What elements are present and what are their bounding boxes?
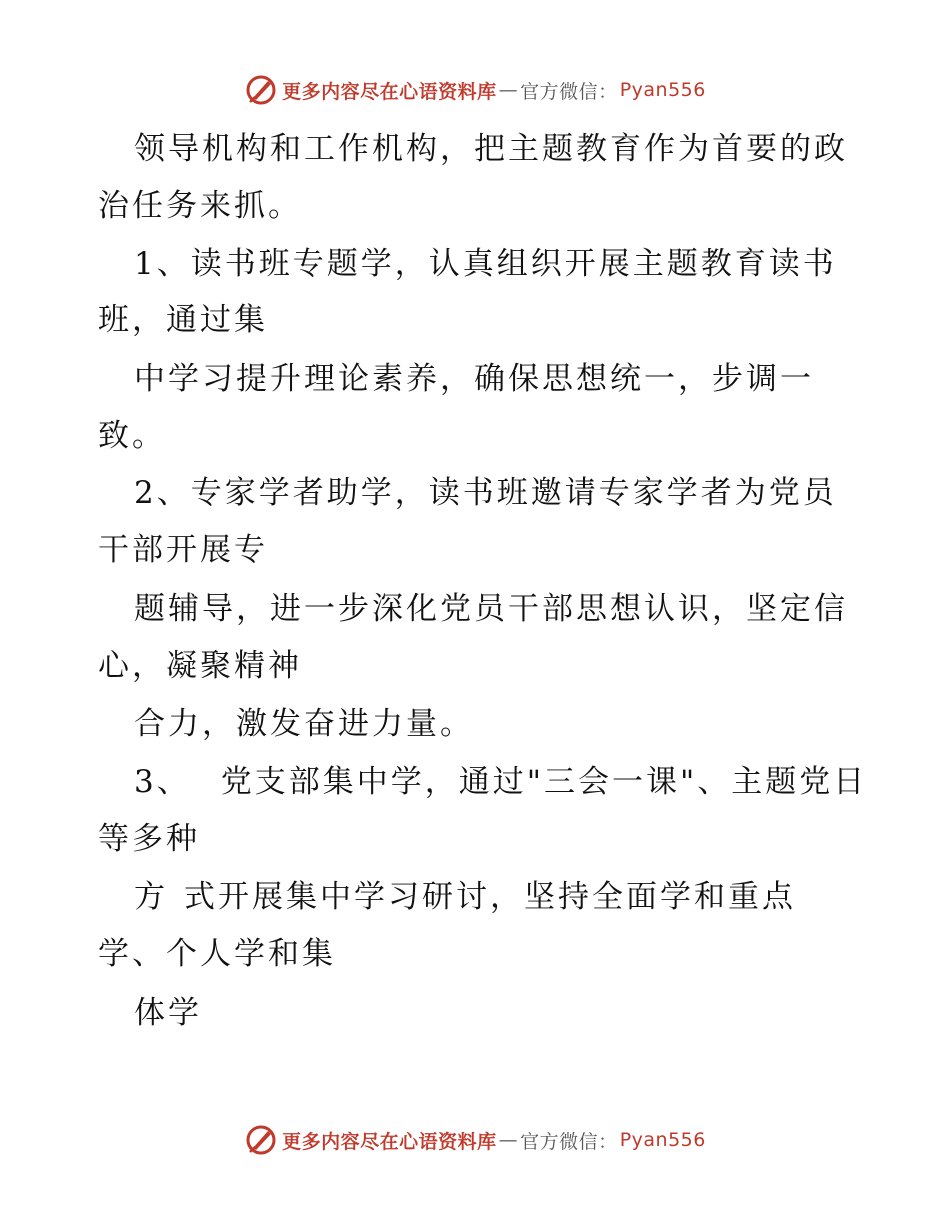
- watermark-contact-id: Pyan556: [619, 79, 706, 101]
- paragraph-line: 体学: [134, 995, 202, 1031]
- split-text: 式开展集中学习研讨，坚持全面学和重点: [184, 879, 796, 915]
- watermark-separator: —: [498, 1129, 519, 1151]
- paragraph-line: 干部开展专: [98, 532, 268, 568]
- watermark-footer: [0, 1120, 950, 1160]
- watermark-contact-label: 官方微信：: [520, 80, 618, 103]
- paragraph-line-split: [134, 877, 796, 917]
- watermark-contact-id: Pyan556: [619, 1129, 706, 1151]
- paragraph-line: 心，凝聚精神: [98, 648, 302, 684]
- quill-circle-logo-icon: [244, 1123, 278, 1157]
- split-char: 方: [134, 879, 168, 915]
- watermark-main-text: 更多内容尽在心语资料库: [282, 1130, 497, 1153]
- paragraph-line: 中学习提升理论素养，确保思想统一，步调一: [134, 361, 814, 397]
- paragraph-line-numbered: [134, 762, 867, 802]
- watermark-separator: —: [498, 79, 519, 101]
- paragraph-line: 2、专家学者助学，读书班邀请专家学者为党员: [134, 475, 837, 511]
- paragraph-line: 学、个人学和集: [98, 936, 336, 972]
- item-number: 3、: [134, 764, 191, 800]
- paragraph-line: 治任务来抓。: [98, 188, 302, 224]
- paragraph-line: 等多种: [98, 821, 200, 857]
- paragraph-line: 班，通过集: [98, 302, 268, 338]
- paragraph-line: 1、读书班专题学，认真组织开展主题教育读书: [134, 246, 837, 282]
- watermark-main-text: 更多内容尽在心语资料库: [282, 80, 497, 103]
- paragraph-line: 致。: [98, 418, 166, 454]
- paragraph-line: 题辅导，进一步深化党员干部思想认识，坚定信: [134, 591, 848, 627]
- watermark-contact-label: 官方微信：: [520, 1130, 618, 1153]
- item-text: 党支部集中学，通过"三会一课"、主题党日: [220, 764, 868, 800]
- paragraph-line: 领导机构和工作机构，把主题教育作为首要的政: [134, 131, 848, 167]
- paragraph-line: 合力，激发奋进力量。: [134, 706, 474, 742]
